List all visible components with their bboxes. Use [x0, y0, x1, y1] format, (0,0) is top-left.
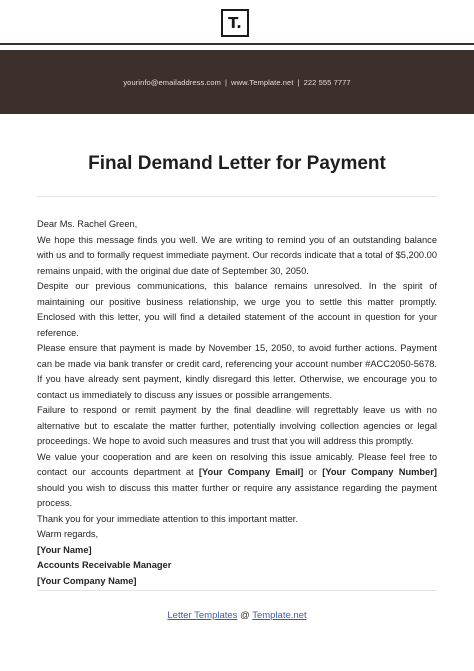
contact-line	[123, 78, 350, 87]
page-title: Final Demand Letter for Payment	[88, 153, 386, 174]
contact-separator: |	[297, 77, 300, 87]
company-number-placeholder: [Your Company Number]	[322, 467, 437, 477]
greeting: Dear Ms. Rachel Green,	[37, 219, 138, 229]
paragraph-4: Failure to respond or remit payment by the final deadline will regrettably leave us with no alternative but to escalate the matter further, potentially involving collection agencies or legal proceedings. We hope to avoid such measures and trust that you will address this promptly.	[37, 405, 437, 446]
divider	[37, 590, 437, 591]
company-email-placeholder: [Your Company Email]	[198, 467, 304, 477]
contact-separator: |	[224, 77, 228, 87]
paragraph-1: We hope this message finds you well. We are writing to remind you of an outstanding balance with us and to formally request immediate payment. Our records indicate that a total of $5,200.00 remains unpaid, with the original due date of September 30, 2050.	[37, 234, 437, 276]
paragraph-5	[37, 450, 437, 512]
logo: T.	[221, 9, 249, 37]
header-banner	[0, 50, 474, 114]
signer-company: [Your Company Name]	[37, 575, 137, 586]
paragraph-6: Thank you for your immediate attention to this important matter.	[37, 513, 298, 524]
paragraph-5-text: We value your cooperation and are keen on resolving this issue amicably. Please feel free to contact our accounts department at	[37, 451, 437, 477]
signer-position: Accounts Receivable Manager	[37, 560, 172, 570]
header-rule	[0, 43, 474, 45]
closing: Warm regards,	[37, 529, 99, 539]
footer-at: @	[237, 610, 253, 621]
paragraph-2: Despite our previous communications, this balance remains unresolved. In the spirit of maintaining our positive business relationship, we urge you to settle this matter promptly. Enclosed with this letter, you will find a detailed statement of the account in question for your reference.	[37, 281, 437, 338]
contact-website: www.Template.net	[231, 77, 294, 87]
contact-email: yourinfo@emailaddress.com	[123, 77, 221, 87]
contact-phone: 222 555 7777	[303, 77, 351, 87]
footer	[0, 610, 474, 621]
letter-templates-link[interactable]: Letter Templates	[167, 610, 238, 621]
paragraph-5-text: should you wish to discuss this matter further or require any assistance regarding the payment process.	[37, 482, 437, 508]
divider	[37, 196, 437, 197]
template-net-link[interactable]: Template.net	[252, 610, 307, 621]
paragraph-5-text: or	[303, 467, 323, 477]
letter-body	[37, 217, 437, 589]
signer-name: [Your Name]	[37, 544, 92, 555]
paragraph-3: Please ensure that payment is made by November 15, 2050, to avoid further actions. Payment can be made via bank transfer or credit card, referencing your account number #ACC2050-5678. If you have already sent payment, kindly disregard this letter. Otherwise, we encourage you to contact us immediately to discuss any issues or possible arrangements.	[37, 343, 437, 400]
